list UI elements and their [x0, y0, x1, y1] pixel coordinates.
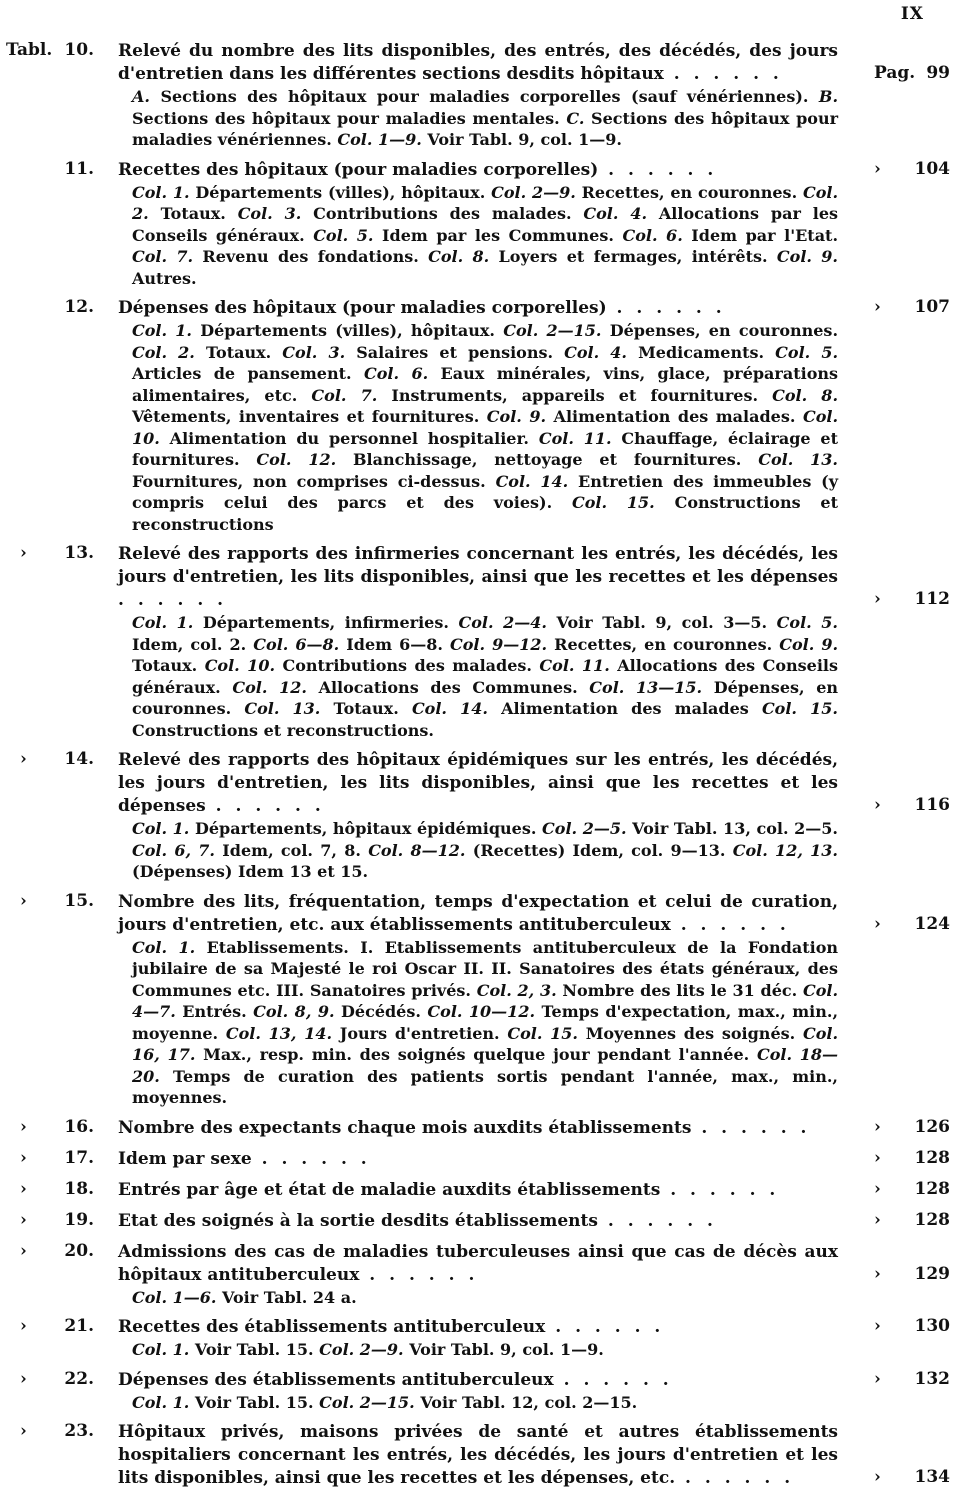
toc-entry — [0, 297, 960, 535]
page-reference: › 104 — [874, 158, 950, 179]
column-description: Col. 1—6. Voir Tabl. 24 a. — [132, 1287, 357, 1307]
table-title: Relevé des rapports des infirmeries concernant les entrés, les décédés, les jours d'entretien, les lits disponibles, ainsi que les recettes et les dépenses . . . . . . — [118, 544, 838, 610]
dot-leader: . . . . . . — [675, 1468, 795, 1488]
table-title: Relevé du nombre des lits disponibles, des entrés, des décédés, des jours d'entretien dans les différentes sections desdits hôpitaux . . . . . . — [118, 41, 838, 84]
table-title: Admissions des cas de maladies tuberculeuses ainsi que cas de décès aux hôpitaux antituberculeux . . . . . . — [118, 1241, 838, 1285]
table-number: 13. — [64, 543, 94, 563]
toc-entry — [0, 1241, 960, 1309]
page-reference: › 112 — [874, 589, 950, 609]
table-title: Recettes des hôpitaux (pour maladies corporelles) . . . . . . — [118, 159, 718, 180]
table-title: Nombre des lits, fréquentation, temps d'expectation et celui de curation, jours d'entretien, etc. aux établissements antituberculeux . . . . . . — [118, 891, 838, 935]
ditto-mark: › — [20, 1178, 27, 1199]
column-description: A. Sections des hôpitaux pour maladies corporelles (sauf vénériennes). B. Sections des hôpitaux pour maladies mentales. C. Sections des hôpitaux pour maladies vénériennes. Col. 1—9. Voir Tabl. 9, col. 1—9. — [132, 87, 839, 149]
toc-entry — [0, 1117, 960, 1140]
table-number: 23. — [64, 1421, 94, 1441]
dot-leader: . . . . . . — [660, 1179, 780, 1200]
table-number: 19. — [64, 1209, 94, 1230]
table-title: Hôpitaux privés, maisons privées de santé et autres établissements hospitaliers concernant les entrés, les décédés, les jours d'entretien et les lits disponibles, ainsi que les recettes et les dépenses, etc. . . . . . . — [118, 1422, 838, 1488]
dot-leader: . . . . . . — [597, 1210, 717, 1231]
page-reference: Pag. 99 — [874, 63, 950, 83]
ditto-mark: › — [20, 1209, 27, 1230]
table-number: 17. — [64, 1147, 94, 1168]
toc-entry — [0, 543, 960, 741]
page-reference: › 130 — [874, 1316, 950, 1336]
table-number: 18. — [64, 1178, 94, 1199]
toc-entry — [0, 1369, 960, 1414]
table-title: Relevé des rapports des hôpitaux épidémiques sur les entrés, les décédés, les jours d'entretien, les lits disponibles, ainsi que les recettes et les dépenses . . . . . . — [118, 750, 838, 816]
ditto-mark: › — [20, 1116, 27, 1137]
page-reference: › 134 — [874, 1467, 950, 1487]
page-reference: › 126 — [874, 1116, 950, 1137]
dot-leader: . . . . . . — [251, 1148, 371, 1169]
toc-entry — [0, 1316, 960, 1361]
toc-entry — [0, 1148, 960, 1171]
table-number: 20. — [64, 1240, 94, 1261]
column-description: Col. 1. Départements (villes), hôpitaux. Col. 2—9. Recettes, en couronnes. Col. 2. Totaux. Col. 3. Contributions des malades. Col. 4. Allocations par les Conseils généraux. Col. 5. Idem par les Communes. Col. 6. Idem par l'Etat. Col. 7. Revenu des fondations. Col. 8. Loyers et fermages, intérêts. Col. 9. Autres. — [132, 182, 839, 288]
dot-leader: . . . . . . — [606, 298, 726, 318]
table-number: 11. — [64, 158, 94, 179]
table-title: Dépenses des hôpitaux (pour maladies corporelles) . . . . . . — [118, 298, 726, 318]
toc-entry — [0, 1210, 960, 1233]
ditto-mark: › — [20, 1421, 27, 1441]
page-reference: › 107 — [874, 297, 950, 317]
ditto-mark: › — [20, 543, 27, 563]
page-reference: › 128 — [874, 1147, 950, 1168]
page-reference: › 116 — [874, 795, 950, 815]
table-title: Dépenses des établissements antituberculeux . . . . . . — [118, 1369, 673, 1390]
page-number: IX — [900, 4, 924, 24]
table-title: Entrés par âge et état de maladie auxdits établissements . . . . . . — [118, 1179, 780, 1200]
page-reference: › 129 — [874, 1263, 950, 1284]
ditto-mark: › — [20, 1240, 27, 1261]
dot-leader: . . . . . . — [670, 914, 790, 935]
table-number: 21. — [64, 1316, 94, 1336]
column-description: Col. 1. Etablissements. I. Etablissements antituberculeux de la Fondation jubilaire de sa Majesté le roi Oscar II. II. Sanatoires des états généraux, des Communes etc. III. Sanatoires privés. Col. 2, 3. Nombre des lits le 31 déc. Col. 4—7. Entrés. Col. 8, 9. Décédés. Col. 10—12. Temps d'expectation, max., min., moyenne. Col. 13, 14. Jours d'entretien. Col. 15. Moyennes des soignés. Col. 16, 17. Max., resp. min. des soignés quelque jour pendant l'année. Col. 18—20. Temps de curation des patients sortis pendant l'année, max., min., moyennes. — [132, 937, 839, 1107]
dot-leader: . . . . . . — [205, 796, 325, 816]
toc-entry — [0, 1421, 960, 1490]
table-title: Nombre des expectants chaque mois auxdits établissements . . . . . . — [118, 1117, 811, 1138]
dot-leader: . . . . . . — [598, 159, 718, 180]
dot-leader: . . . . . . — [663, 64, 783, 84]
table-number: 15. — [64, 890, 94, 911]
table-number: 16. — [64, 1116, 94, 1137]
table-prefix: Tabl. — [6, 40, 53, 60]
ditto-mark: › — [20, 1316, 27, 1336]
column-description: Col. 1. Voir Tabl. 15. Col. 2—15. Voir Tabl. 12, col. 2—15. — [132, 1392, 638, 1412]
toc-entry — [0, 891, 960, 1109]
ditto-mark: › — [20, 749, 27, 769]
table-number: 10. — [64, 40, 94, 60]
ditto-mark: › — [20, 1147, 27, 1168]
dot-leader: . . . . . . — [359, 1264, 479, 1285]
table-number: 22. — [64, 1368, 94, 1389]
table-number: 12. — [64, 297, 94, 317]
dot-leader: . . . . . . — [118, 590, 228, 610]
page-reference: › 128 — [874, 1178, 950, 1199]
column-description: Col. 1. Départements, hôpitaux épidémiques. Col. 2—5. Voir Tabl. 13, col. 2—5. Col. 6, 7. Idem, col. 7, 8. Col. 8—12. (Recettes) Idem, col. 9—13. Col. 12, 13. (Dépenses) Idem 13 et 15. — [132, 819, 839, 881]
ditto-mark: › — [20, 890, 27, 911]
dot-leader: . . . . . . — [553, 1369, 673, 1390]
ditto-mark: › — [20, 1368, 27, 1389]
table-title: Recettes des établissements antituberculeux . . . . . . — [118, 1317, 665, 1337]
page-reference: › 132 — [874, 1368, 950, 1389]
page-reference: › 128 — [874, 1209, 950, 1230]
dot-leader: . . . . . . — [691, 1117, 811, 1138]
page-reference: › 124 — [874, 913, 950, 934]
toc-entry — [0, 159, 960, 290]
column-description: Col. 1. Départements, infirmeries. Col. 2—4. Voir Tabl. 9, col. 3—5. Col. 5. Idem, col. 2. Col. 6—8. Idem 6—8. Col. 9—12. Recettes, en couronnes. Col. 9. Totaux. Col. 10. Contributions des malades. Col. 11. Allocations des Conseils généraux. Col. 12. Allocations des Communes. Col. 13—15. Dépenses, en couronnes. Col. 13. Totaux. Col. 14. Alimentation des malades Col. 15. Constructions et reconstructions. — [132, 613, 839, 740]
toc-entry — [0, 40, 960, 151]
dot-leader: . . . . . . — [545, 1317, 665, 1337]
table-number: 14. — [64, 749, 94, 769]
table-of-contents — [0, 40, 960, 1498]
column-description: Col. 1. Départements (villes), hôpitaux. Col. 2—15. Dépenses, en couronnes. Col. 2. Totaux. Col. 3. Salaires et pensions. Col. 4. Medicaments. Col. 5. Articles de pansement. Col. 6. Eaux minérales, vins, glace, préparations alimentaires, etc. Col. 7. Instruments, appareils et fournitures. Col. 8. Vêtements, inventaires et fournitures. Col. 9. Alimentation des malades. Col. 10. Alimentation du personnel hospitalier. Col. 11. Chauffage, éclairage et fournitures. Col. 12. Blanchissage, nettoyage et fournitures. Col. 13. Fournitures, non comprises ci-dessus. Col. 14. Entretien des immeubles (y compris celui des parcs et des voies). Col. 15. Constructions et reconstructions — [132, 321, 839, 534]
table-title: Etat des soignés à la sortie desdits établissements . . . . . . — [118, 1210, 717, 1231]
toc-entry — [0, 1179, 960, 1202]
toc-entry — [0, 749, 960, 883]
table-title: Idem par sexe . . . . . . — [118, 1148, 371, 1169]
column-description: Col. 1. Voir Tabl. 15. Col. 2—9. Voir Tabl. 9, col. 1—9. — [132, 1340, 604, 1359]
